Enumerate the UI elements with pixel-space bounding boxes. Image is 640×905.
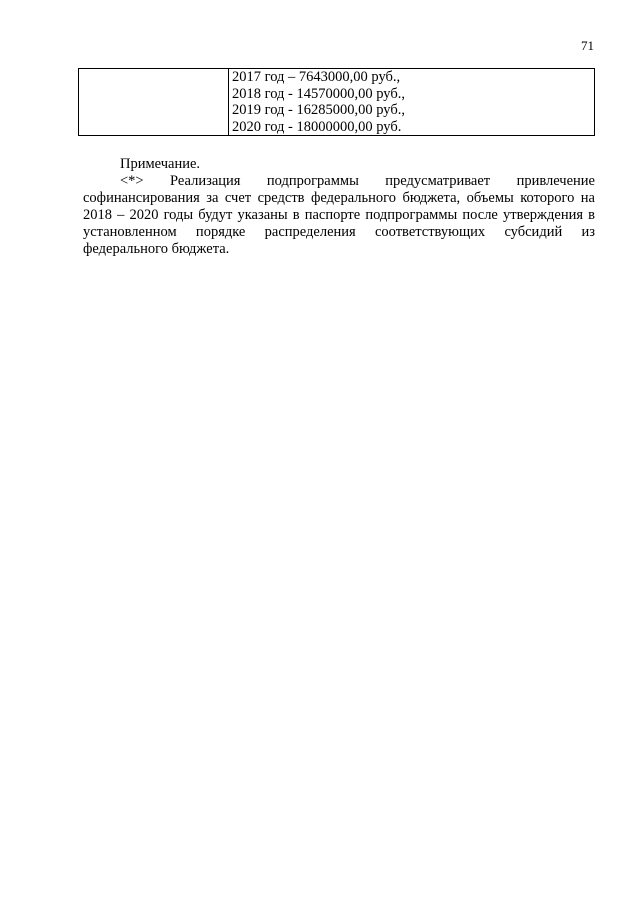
page-number: 71 xyxy=(581,38,594,53)
table-row xyxy=(79,69,595,136)
funding-line-2017: 2017 год – 7643000,00 руб., xyxy=(232,69,401,85)
table-cell-funding xyxy=(229,69,595,136)
table-cell-label xyxy=(79,69,229,136)
funding-line-2018: 2018 год - 14570000,00 руб., xyxy=(232,85,405,102)
note-body: <*> Реализация подпрограммы предусматривает привлечение софинансирования за счет средств федерального бюджета, объемы которого на 2018 – 2020 годы будут указаны в паспорте подпрограммы после утверждения в установленном порядке распределения соответствующих субсидий из федерального бюджета. xyxy=(83,173,595,257)
funding-line-2020: 2020 год - 18000000,00 руб. xyxy=(232,118,402,135)
note-section xyxy=(83,156,595,258)
funding-line-2019: 2019 год - 16285000,00 руб., xyxy=(232,102,405,118)
note-title: Примечание. xyxy=(120,156,201,172)
funding-table xyxy=(78,68,595,136)
